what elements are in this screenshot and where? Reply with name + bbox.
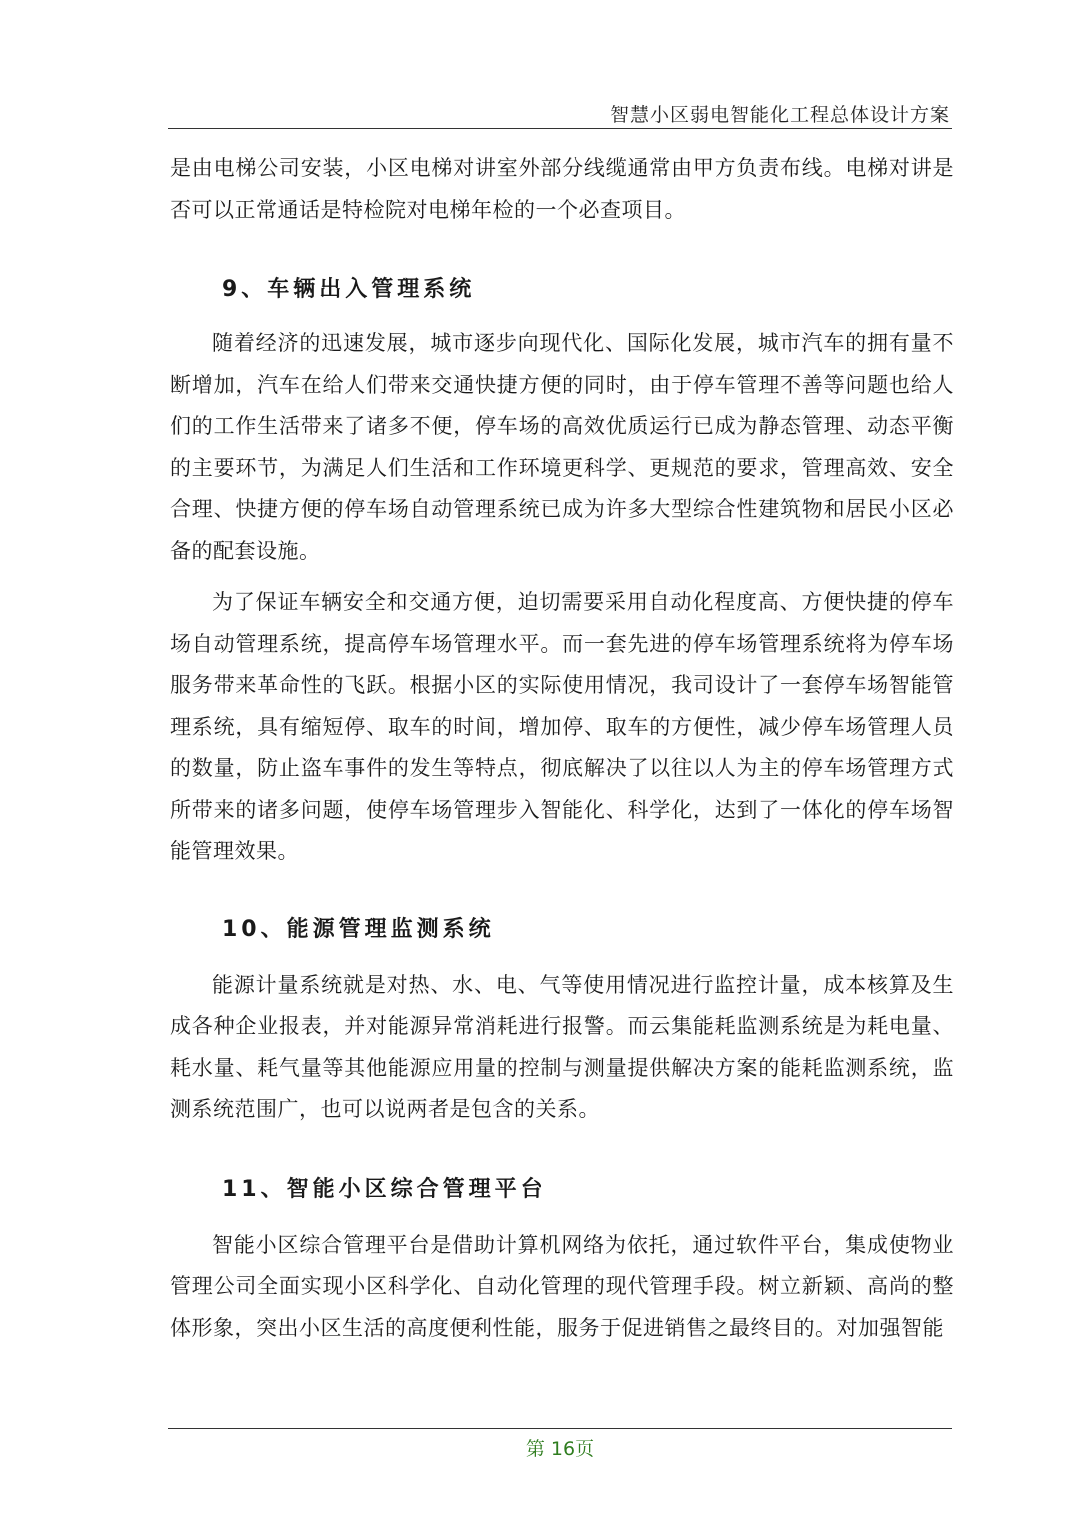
section-11-paragraph-1: 智能小区综合管理平台是借助计算机网络为依托，通过软件平台，集成使物业管理公司全面实现小区科学化、自动化管理的现代管理手段。树立新颖、高尚的整体形象，突出小区生活的高度便利性能，服务于促进销售之最终目的。对加强智能 <box>170 1232 954 1340</box>
header-divider <box>168 128 952 129</box>
document-header-title: 智慧小区弱电智能化工程总体设计方案 <box>609 104 950 126</box>
section-9-heading: 9、车辆出入管理系统 <box>222 277 476 302</box>
section-10-paragraph-1: 能源计量系统就是对热、水、电、气等使用情况进行监控计量，成本核算及生成各种企业报表，并对能源异常消耗进行报警。而云集能耗监测系统是为耗电量、耗水量、耗气量等其他能源应用量的控制与测量提供解决方案的能耗监测系统，监测系统范围广，也可以说两者是包含的关系。 <box>170 972 954 1121</box>
section-9-paragraph-1: 随着经济的迅速发展，城市逐步向现代化、国际化发展，城市汽车的拥有量不断增加，汽车在给人们带来交通快捷方便的同时，由于停车管理不善等问题也给人们的工作生活带来了诸多不便，停车场的高效优质运行已成为静态管理、动态平衡的主要环节，为满足人们生活和工作环境更科学、更规范的要求，管理高效、安全合理、快捷方便的停车场自动管理系统已成为许多大型综合性建筑物和居民小区必备的配套设施。 <box>170 331 954 563</box>
section-11-heading: 11、智能小区综合管理平台 <box>222 1176 547 1202</box>
page-content <box>170 148 954 1349</box>
footer-divider <box>168 1428 952 1429</box>
page-number: 第 16页 <box>525 1438 595 1460</box>
continued-paragraph: 是由电梯公司安装，小区电梯对讲室外部分线缆通常由甲方负责布线。电梯对讲是否可以正常通话是特检院对电梯年检的一个必查项目。 <box>170 156 954 222</box>
section-10-heading: 10、能源管理监测系统 <box>222 916 495 942</box>
section-9-paragraph-2: 为了保证车辆安全和交通方便，迫切需要采用自动化程度高、方便快捷的停车场自动管理系统，提高停车场管理水平。而一套先进的停车场管理系统将为停车场服务带来革命性的飞跃。根据小区的实际使用情况，我司设计了一套停车场智能管理系统，具有缩短停、取车的时间，增加停、取车的方便性，减少停车场管理人员的数量，防止盗车事件的发生等特点，彻底解决了以往以人为主的停车场管理方式所带来的诸多问题，使停车场管理步入智能化、科学化，达到了一体化的停车场智能管理效果。 <box>170 590 954 863</box>
